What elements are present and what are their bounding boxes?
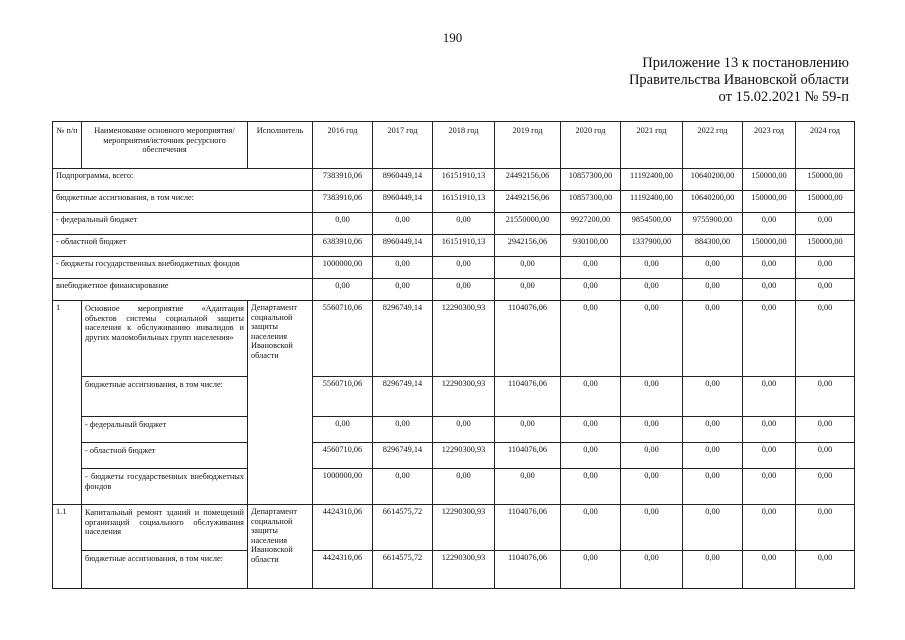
header-line-1: Приложение 13 к постановлению xyxy=(642,55,849,71)
header-year: 2024 год xyxy=(796,122,855,169)
table-row xyxy=(53,191,855,213)
value-cell: 0,00 xyxy=(313,279,373,301)
value-cell: 0,00 xyxy=(433,469,495,505)
value-cell: 2942156,06 xyxy=(495,235,561,257)
table-row xyxy=(53,257,855,279)
value-cell: 0,00 xyxy=(621,301,683,377)
value-cell: 10640200,00 xyxy=(683,169,743,191)
executor-cell: Департамент социальной защиты населения Ивановской области xyxy=(248,505,313,589)
value-cell: 0,00 xyxy=(743,257,796,279)
value-cell: 4560710,06 xyxy=(313,443,373,469)
value-cell: 150000,00 xyxy=(796,191,855,213)
value-cell: 5560710,06 xyxy=(313,301,373,377)
value-cell: 0,00 xyxy=(796,443,855,469)
header-year: 2023 год xyxy=(743,122,796,169)
value-cell: 0,00 xyxy=(683,257,743,279)
value-cell: 9755900,00 xyxy=(683,213,743,235)
value-cell: 21550000,00 xyxy=(495,213,561,235)
value-cell: 8296749,14 xyxy=(373,443,433,469)
row-number: 1 xyxy=(53,301,82,505)
row-label: Капитальный ремонт зданий и помещений организаций социального обслуживания населения xyxy=(82,505,248,551)
value-cell: 10857300,00 xyxy=(561,169,621,191)
value-cell: 10640200,00 xyxy=(683,191,743,213)
value-cell: 12290300,93 xyxy=(433,505,495,551)
row-label: - бюджеты государственных внебюджетных фондов xyxy=(82,469,248,505)
row-label: - федеральный бюджет xyxy=(82,417,248,443)
row-label: - областной бюджет xyxy=(53,235,313,257)
value-cell: 0,00 xyxy=(621,551,683,589)
value-cell: 0,00 xyxy=(495,279,561,301)
value-cell: 9927200,00 xyxy=(561,213,621,235)
value-cell: 0,00 xyxy=(683,301,743,377)
value-cell: 0,00 xyxy=(683,505,743,551)
value-cell: 0,00 xyxy=(796,551,855,589)
value-cell: 0,00 xyxy=(683,443,743,469)
value-cell: 12290300,93 xyxy=(433,551,495,589)
value-cell: 0,00 xyxy=(313,213,373,235)
value-cell: 0,00 xyxy=(683,279,743,301)
value-cell: 16151910,13 xyxy=(433,235,495,257)
value-cell: 11192400,00 xyxy=(621,191,683,213)
header-year: 2017 год xyxy=(373,122,433,169)
header-name: Наименование основного мероприятия/мероприятия/источник ресурсного обеспечения xyxy=(82,122,248,169)
header-executor: Исполнитель xyxy=(248,122,313,169)
value-cell: 1104076,06 xyxy=(495,377,561,417)
value-cell: 0,00 xyxy=(796,469,855,505)
value-cell: 0,00 xyxy=(621,443,683,469)
value-cell: 10857300,00 xyxy=(561,191,621,213)
value-cell: 150000,00 xyxy=(796,235,855,257)
value-cell: 0,00 xyxy=(796,279,855,301)
value-cell: 0,00 xyxy=(743,551,796,589)
header-year: 2021 год xyxy=(621,122,683,169)
value-cell: 4424310,06 xyxy=(313,551,373,589)
value-cell: 0,00 xyxy=(313,417,373,443)
value-cell: 12290300,93 xyxy=(433,377,495,417)
value-cell: 1104076,06 xyxy=(495,443,561,469)
value-cell: 0,00 xyxy=(683,417,743,443)
table-row xyxy=(53,551,855,589)
value-cell: 150000,00 xyxy=(743,169,796,191)
value-cell: 4424310,06 xyxy=(313,505,373,551)
value-cell: 6614575,72 xyxy=(373,551,433,589)
value-cell: 0,00 xyxy=(743,417,796,443)
value-cell: 0,00 xyxy=(796,301,855,377)
value-cell: 0,00 xyxy=(561,443,621,469)
value-cell: 0,00 xyxy=(561,469,621,505)
table-row xyxy=(53,169,855,191)
table-row xyxy=(53,279,855,301)
value-cell: 0,00 xyxy=(743,505,796,551)
table-row xyxy=(53,417,855,443)
value-cell: 1104076,06 xyxy=(495,301,561,377)
row-label: - областной бюджет xyxy=(82,443,248,469)
value-cell: 1104076,06 xyxy=(495,551,561,589)
table-row xyxy=(53,443,855,469)
budget-table xyxy=(52,121,855,589)
value-cell: 0,00 xyxy=(433,213,495,235)
value-cell: 1104076,06 xyxy=(495,505,561,551)
value-cell: 24492156,06 xyxy=(495,191,561,213)
value-cell: 884300,00 xyxy=(683,235,743,257)
row-label: Подпрограмма, всего: xyxy=(53,169,313,191)
value-cell: 6383910,06 xyxy=(313,235,373,257)
table-header-row xyxy=(53,122,855,169)
value-cell: 0,00 xyxy=(743,469,796,505)
value-cell: 7383910,06 xyxy=(313,191,373,213)
value-cell: 0,00 xyxy=(796,377,855,417)
table-row xyxy=(53,301,855,377)
value-cell: 0,00 xyxy=(373,257,433,279)
value-cell: 0,00 xyxy=(433,279,495,301)
header-line-3: от 15.02.2021 № 59-п xyxy=(718,89,849,105)
row-number: 1.1 xyxy=(53,505,82,589)
value-cell: 8296749,14 xyxy=(373,301,433,377)
value-cell: 0,00 xyxy=(373,279,433,301)
header-year: 2016 год xyxy=(313,122,373,169)
value-cell: 0,00 xyxy=(743,443,796,469)
value-cell: 0,00 xyxy=(561,377,621,417)
row-label: бюджетные ассигнования, в том числе: xyxy=(82,551,248,589)
page-number: 190 xyxy=(442,30,463,45)
row-label: бюджетные ассигнования, в том числе: xyxy=(82,377,248,417)
table-row xyxy=(53,213,855,235)
value-cell: 0,00 xyxy=(495,417,561,443)
row-label: - федеральный бюджет xyxy=(53,213,313,235)
value-cell: 8960449,14 xyxy=(373,169,433,191)
value-cell: 0,00 xyxy=(683,469,743,505)
value-cell: 5560710,06 xyxy=(313,377,373,417)
value-cell: 0,00 xyxy=(495,469,561,505)
value-cell: 0,00 xyxy=(621,257,683,279)
value-cell: 0,00 xyxy=(561,279,621,301)
value-cell: 0,00 xyxy=(621,469,683,505)
value-cell: 150000,00 xyxy=(796,169,855,191)
value-cell: 0,00 xyxy=(373,417,433,443)
header-year: 2020 год xyxy=(561,122,621,169)
value-cell: 8296749,14 xyxy=(373,377,433,417)
value-cell: 24492156,06 xyxy=(495,169,561,191)
value-cell: 9854500,00 xyxy=(621,213,683,235)
table-row xyxy=(53,235,855,257)
value-cell: 0,00 xyxy=(743,213,796,235)
value-cell: 930100,00 xyxy=(561,235,621,257)
value-cell: 0,00 xyxy=(743,377,796,417)
value-cell: 8960449,14 xyxy=(373,235,433,257)
table-row xyxy=(53,469,855,505)
value-cell: 0,00 xyxy=(621,279,683,301)
header-year: 2022 год xyxy=(683,122,743,169)
value-cell: 150000,00 xyxy=(743,191,796,213)
value-cell: 16151910,13 xyxy=(433,191,495,213)
value-cell: 0,00 xyxy=(743,279,796,301)
row-label: бюджетные ассигнования, в том числе: xyxy=(53,191,313,213)
value-cell: 0,00 xyxy=(561,301,621,377)
value-cell: 12290300,93 xyxy=(433,443,495,469)
value-cell: 0,00 xyxy=(621,377,683,417)
row-label: - бюджеты государственных внебюджетных фондов xyxy=(53,257,313,279)
value-cell: 11192400,00 xyxy=(621,169,683,191)
header-year: 2018 год xyxy=(433,122,495,169)
header-line-2: Правительства Ивановской области xyxy=(628,72,849,88)
value-cell: 0,00 xyxy=(433,417,495,443)
header-no: № п/п xyxy=(53,122,82,169)
value-cell: 0,00 xyxy=(561,417,621,443)
value-cell: 0,00 xyxy=(561,505,621,551)
value-cell: 150000,00 xyxy=(743,235,796,257)
value-cell: 0,00 xyxy=(373,213,433,235)
row-label: внебюджетное финансирование xyxy=(53,279,313,301)
value-cell: 0,00 xyxy=(743,301,796,377)
value-cell: 7383910,06 xyxy=(313,169,373,191)
value-cell: 0,00 xyxy=(796,417,855,443)
value-cell: 1337900,00 xyxy=(621,235,683,257)
value-cell: 6614575,72 xyxy=(373,505,433,551)
value-cell: 0,00 xyxy=(683,377,743,417)
value-cell: 0,00 xyxy=(621,505,683,551)
value-cell: 16151910,13 xyxy=(433,169,495,191)
document-header xyxy=(629,55,849,106)
value-cell: 0,00 xyxy=(683,551,743,589)
value-cell: 8960449,14 xyxy=(373,191,433,213)
value-cell: 0,00 xyxy=(433,257,495,279)
value-cell: 0,00 xyxy=(621,417,683,443)
header-year: 2019 год xyxy=(495,122,561,169)
value-cell: 0,00 xyxy=(495,257,561,279)
value-cell: 1000000,00 xyxy=(313,257,373,279)
value-cell: 0,00 xyxy=(373,469,433,505)
executor-cell: Департамент социальной защиты населения Ивановской области xyxy=(248,301,313,505)
table-row xyxy=(53,505,855,551)
value-cell: 0,00 xyxy=(561,257,621,279)
table-row xyxy=(53,377,855,417)
row-label: Основное мероприятие «Адаптация объектов системы социальной защиты населения к обслуживанию инвалидов и других маломобильных групп населения» xyxy=(82,301,248,377)
value-cell: 1000000,00 xyxy=(313,469,373,505)
value-cell: 12290300,93 xyxy=(433,301,495,377)
value-cell: 0,00 xyxy=(796,213,855,235)
value-cell: 0,00 xyxy=(796,505,855,551)
value-cell: 0,00 xyxy=(796,257,855,279)
value-cell: 0,00 xyxy=(561,551,621,589)
